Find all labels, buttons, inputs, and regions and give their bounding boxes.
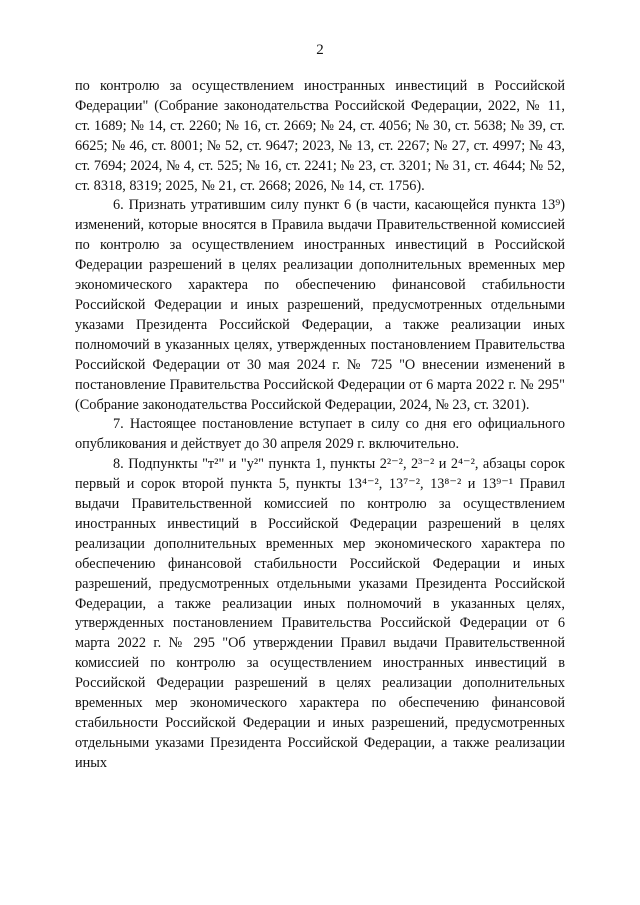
page-number: 2 (316, 42, 324, 58)
paragraph-continuation: по контролю за осуществлением иностранных инвестиций в Российской Федерации" (Собрание законодательства Российской Федерации, 2022, № 11, ст. 1689; № 14, ст. 2260; № 16, ст. 2669; № 24, ст. 4056; № 30, ст. 5638; № 39, ст. 6625; № 46, ст. 8001; № 52, ст. 9647; 2023, № 13, ст. 2267; № 27, ст. 4997; № 43, ст. 7694; 2024, № 4, ст. 525; № 16, ст. 2241; № 23, ст. 3201; № 31, ст. 4644; № 52, ст. 8318, 8319; 2025, № 21, ст. 2668; 2026, № 14, ст. 1756). (75, 78, 565, 194)
document-body (75, 77, 565, 774)
paragraph-item-8: 8. Подпункты "т²" и "у²" пункта 1, пункты 2²⁻², 2³⁻² и 2⁴⁻², абзацы сорок первый и сорок второй пункта 5, пункты 13⁴⁻², 13⁷⁻², 13⁸⁻² и 13⁹⁻¹ Правил выдачи Правительственной комиссией по контролю за осуществлением иностранных инвестиций в Российской Федерации разрешений в целях реализации дополнительных временных мер экономического характера по обеспечению финансовой стабильности Российской Федерации и иных разрешений, предусмотренных отдельными указами Президента Российской Федерации, а также реализации иных полномочий в указанных целях, утвержденных постановлением Правительства Российской Федерации от 6 марта 2022 г. № 295 "Об утверждении Правил выдачи Правительственной комиссией по контролю за осуществлением иностранных инвестиций в Российской Федерации разрешений в целях реализации дополнительных временных мер экономического характера по обеспечению финансовой стабильности Российской Федерации и иных разрешений, предусмотренных отдельными указами Президента Российской Федерации, а также реализации иных (75, 456, 565, 771)
paragraph-item-6: 6. Признать утратившим силу пункт 6 (в части, касающейся пункта 13⁹) изменений, которые вносятся в Правила выдачи Правительственной комиссией по контролю за осуществлением иностранных инвестиций в Российской Федерации разрешений в целях реализации дополнительных временных мер экономического характера по обеспечению финансовой стабильности Российской Федерации и иных разрешений, предусмотренных отдельными указами Президента Российской Федерации, а также реализации иных полномочий в указанных целях, утвержденных постановлением Правительства Российской Федерации от 30 мая 2024 г. № 725 "О внесении изменений в постановление Правительства Российской Федерации от 6 марта 2022 г. № 295" (Собрание законодательства Российской Федерации, 2024, № 23, ст. 3201). (75, 197, 565, 413)
paragraph-item-7: 7. Настоящее постановление вступает в силу со дня его официального опубликования и действует до 30 апреля 2029 г. включительно. (75, 416, 565, 453)
